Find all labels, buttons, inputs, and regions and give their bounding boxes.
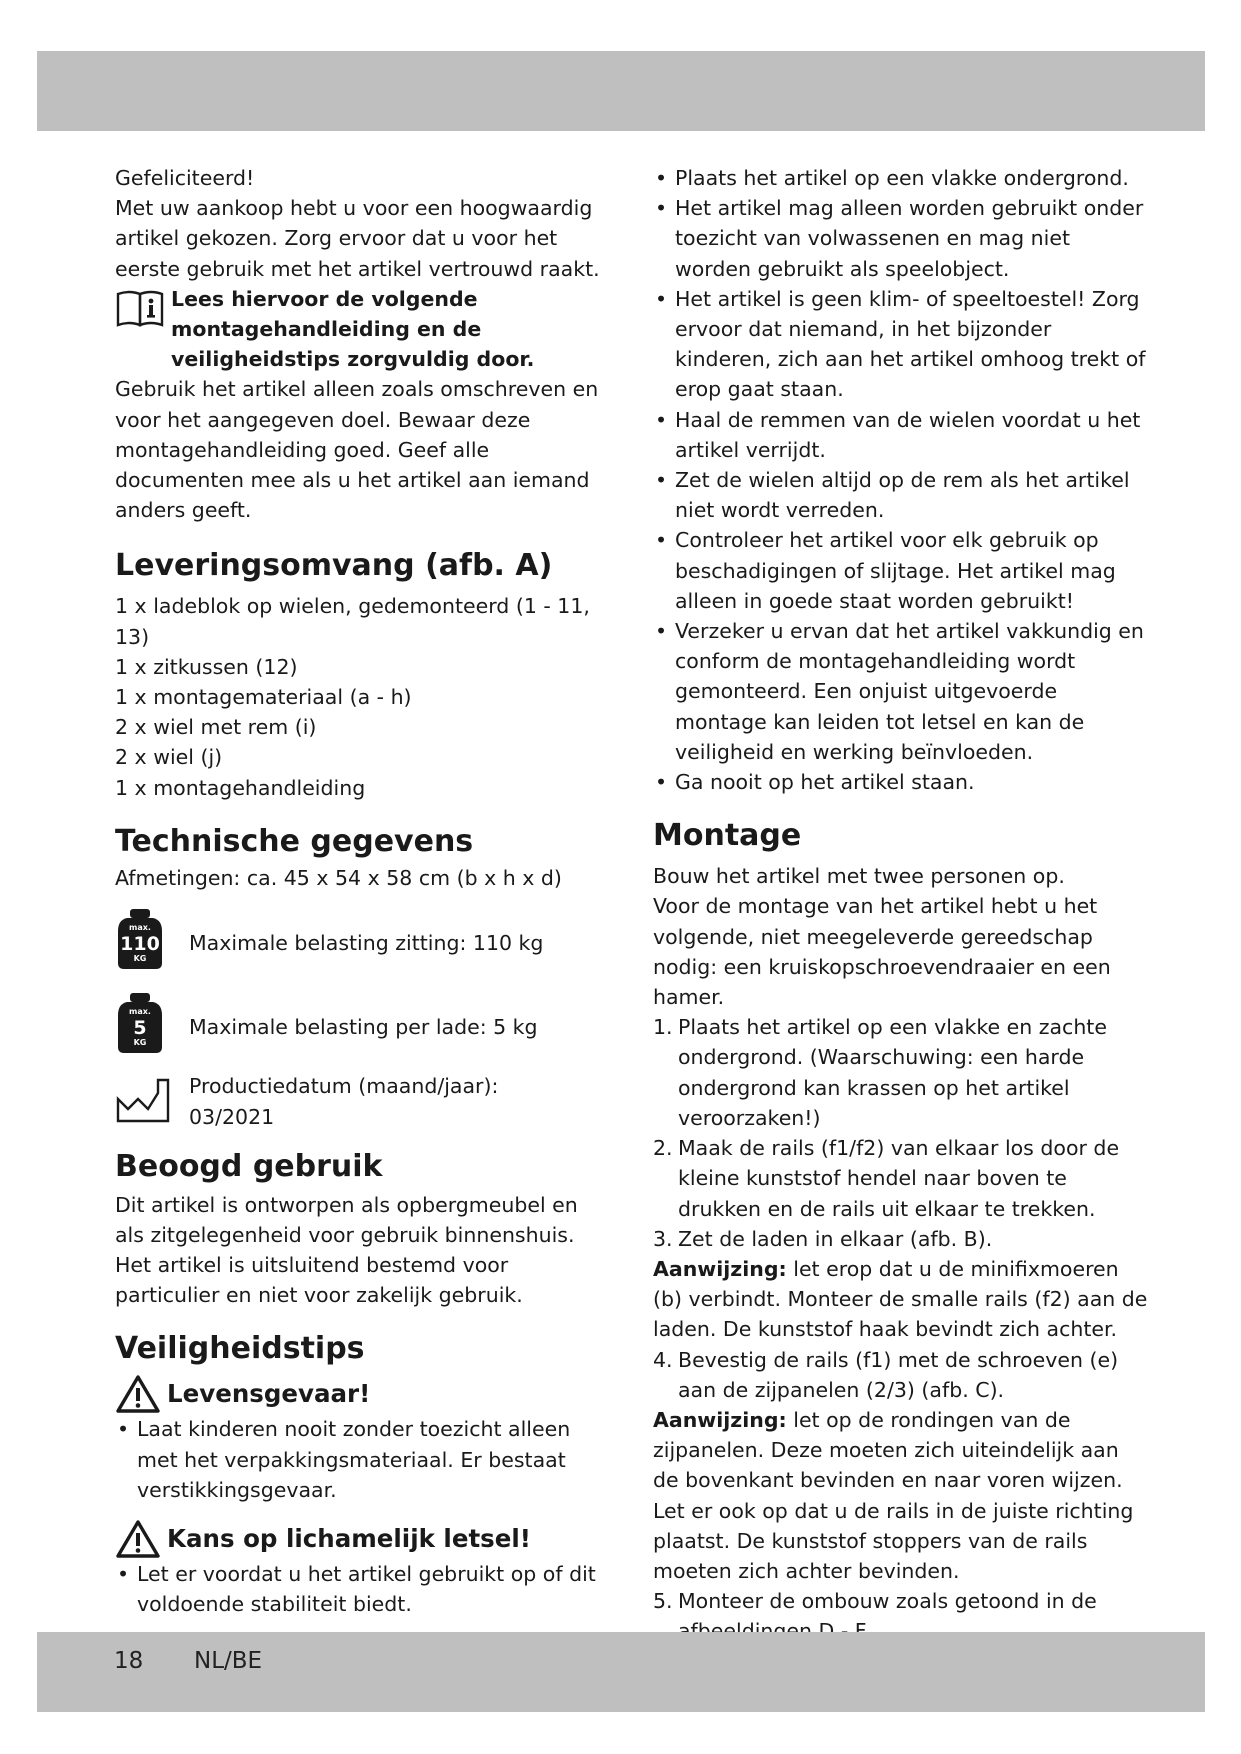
spec-production-date (115, 1071, 605, 1133)
list-item: • Haal de remmen van de wielen voordat u het artikel verrijdt. (653, 405, 1148, 465)
svg-text:max.: max. (129, 1007, 151, 1017)
production-label: Productiedatum (maand/jaar): (189, 1074, 499, 1099)
assembly-note: Aanwijzing: let erop dat u de minifixmoeren (b) verbindt. Monteer de smalle rails (f2) aan de laden. De kunststof haak bevindt zich achter. (653, 1256, 1148, 1342)
warning-injury-title: Kans op lichamelijk letsel! (167, 1524, 531, 1554)
list-item: • Ga nooit op het artikel staan. (653, 767, 1148, 797)
list-item: • Controleer het artikel voor elk gebruik op beschadigingen of slijtage. Het artikel mag alleen in goede staat worden gebruikt! (653, 525, 1148, 616)
assembly-steps-b (653, 1345, 1148, 1405)
assembly-step: 4. Bevestig de rails (f1) met de schroeven (e) aan de zijpanelen (2/3) (afb. C). (653, 1347, 1119, 1402)
assembly-step: 3. Zet de laden in elkaar (afb. B). (653, 1226, 993, 1251)
list-item: • Zet de wielen altijd op de rem als het artikel niet wordt verreden. (653, 465, 1148, 525)
intended-use-heading: Beoogd gebruik (115, 1148, 383, 1184)
delivery-item: 2 x wiel met rem (i) (115, 715, 317, 740)
warning-life-danger-list (115, 1414, 605, 1505)
right-column (653, 163, 1148, 1647)
svg-text:110: 110 (120, 933, 160, 956)
warning-life-danger-title: Levensgevaar! (167, 1379, 371, 1409)
production-date-block (189, 1071, 498, 1131)
dimensions: Afmetingen: ca. 45 x 54 x 58 cm (b x h x d) (115, 865, 562, 890)
assembly-steps-a (653, 1012, 1148, 1254)
delivery-item: 1 x montagehandleiding (115, 775, 366, 800)
language-code: NL/BE (194, 1648, 263, 1674)
warning-injury-list (115, 1559, 605, 1619)
list-item: • Let er voordat u het artikel gebruikt op of dit voldoende stabiliteit biedt. (115, 1559, 605, 1619)
left-column (115, 163, 605, 1620)
warning-triangle-icon (115, 1374, 161, 1414)
greeting: Gefeliciteerd! (115, 166, 255, 190)
seat-load-text: Maximale belasting zitting: 110 kg (189, 931, 544, 956)
list-item: • Verzeker u ervan dat het artikel vakkundig en conform de montagehandleiding wordt gemonteerd. Een onjuist uitgevoerde montage kan leiden tot letsel en kan de veiligheid en werking beïnvloeden. (653, 616, 1148, 767)
safety-heading: Veiligheidstips (115, 1331, 365, 1367)
header-bar (37, 51, 1205, 131)
warning-life-danger (115, 1374, 605, 1414)
spec-seat-load (115, 907, 605, 979)
notice-text: Lees hiervoor de volgende montagehandleiding en de veiligheidstips zorgvuldig door. (171, 286, 535, 372)
svg-text:KG: KG (133, 1038, 147, 1048)
intro-text: Met uw aankoop hebt u voor een hoogwaardig artikel gekozen. Zorg ervoor dat u voor het eerste gebruik met het artikel vertrouwd raakt. (115, 196, 600, 281)
assembly-intro: Bouw het artikel met twee personen op. (653, 864, 1065, 889)
delivery-heading: Leveringsomvang (afb. A) (115, 548, 553, 584)
assembly-step: 2. Maak de rails (f1/f2) van elkaar los door de kleine kunststof hendel naar boven te drukken en de rails uit elkaar te trekken. (653, 1136, 1120, 1221)
assembly-tools: Voor de montage van het artikel hebt u het volgende, niet meegeleverde gereedschap nodig: een kruiskopschroevendraaier en een hamer. (653, 894, 1111, 1010)
safety-continued-list (653, 163, 1148, 797)
delivery-item: 1 x montagemateriaal (a - h) (115, 685, 412, 710)
warning-injury (115, 1519, 605, 1559)
svg-text:5: 5 (133, 1017, 147, 1040)
assembly-heading: Montage (653, 818, 802, 854)
page-number: 18 (114, 1648, 144, 1674)
delivery-list (115, 591, 605, 802)
intended-use-text: Dit artikel is ontworpen als opbergmeubel en als zitgelegenheid voor gebruik binnenshuis. Het artikel is uitsluitend bestemd voor particulier en niet voor zakelijk gebruik. (115, 1192, 578, 1308)
assembly-note: Aanwijzing: let op de rondingen van de zijpanelen. Deze moeten zich uiteindelijk aan de bovenkant bevinden en naar voren wijzen. Let er ook op dat u de rails in de juiste richting plaatst. De kunststof stoppers van de rails moeten zich achter bevinden. (653, 1407, 1134, 1583)
footer-bar (37, 1632, 1205, 1712)
list-item: • Het artikel mag alleen worden gebruikt onder toezicht van volwassenen en mag niet worden gebruikt als speelobject. (653, 193, 1148, 284)
delivery-item: 1 x zitkussen (12) (115, 654, 298, 679)
list-item: • Laat kinderen nooit zonder toezicht alleen met het verpakkingsmateriaal. Er bestaat verstikkingsgevaar. (115, 1414, 605, 1505)
svg-text:max.: max. (129, 923, 151, 933)
usage-text: Gebruik het artikel alleen zoals omschreven en voor het aangegeven doel. Bewaar deze montagehandleiding goed. Geef alle documenten mee als u het artikel aan iemand anders geeft. (115, 377, 599, 523)
spec-drawer-load (115, 991, 605, 1063)
svg-text:KG: KG (133, 954, 147, 964)
list-item: • Plaats het artikel op een vlakke ondergrond. (653, 163, 1148, 193)
assembly-step: 1. Plaats het artikel op een vlakke en zachte ondergrond. (Waarschuwing: een harde ondergrond kan krassen op het artikel veroorzaken!) (653, 1015, 1107, 1130)
assembly-step: 5. Monteer de ombouw zoals getoond in de (653, 1589, 1097, 1614)
delivery-item: 1 x ladeblok op wielen, gedemonteerd (1 - 11, 13) (115, 594, 590, 649)
production-date-icon (115, 1071, 189, 1133)
delivery-item: 2 x wiel (j) (115, 745, 223, 770)
info-notice (115, 284, 605, 375)
manual-info-icon (115, 284, 171, 336)
weight-110kg-icon (115, 907, 189, 979)
warning-triangle-icon (115, 1519, 161, 1559)
production-date: 03/2021 (189, 1104, 275, 1129)
technical-heading: Technische gegevens (115, 823, 474, 859)
list-item: • Het artikel is geen klim- of speeltoestel! Zorg ervoor dat niemand, in het bijzonder kinderen, zich aan het artikel omhoog trekt of erop gaat staan. (653, 284, 1148, 405)
weight-5kg-icon (115, 991, 189, 1063)
drawer-load-text: Maximale belasting per lade: 5 kg (189, 1015, 538, 1040)
